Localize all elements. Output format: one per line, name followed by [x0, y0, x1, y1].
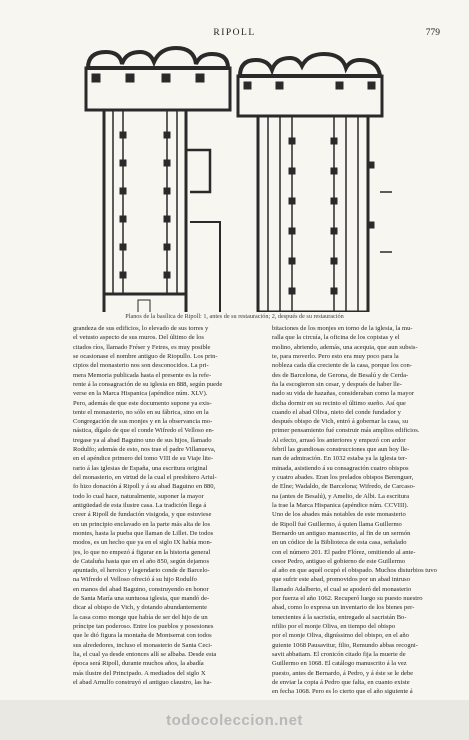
text-line: des de Barcelona, de Gerona, de Besalú y de Cerda-	[272, 371, 409, 379]
text-line: en un códice de la Biblioteca de esta casa, señalado	[272, 539, 407, 547]
text-line: apuntado, el heroico y legendario conde de Barcelo-	[73, 567, 210, 575]
text-line: con el número 201. El padre Flórez, omitiendo al ante-	[272, 548, 416, 556]
text-line: te, para moverlo. Pero esto era muy poco para la	[272, 352, 399, 360]
text-column-right	[272, 324, 468, 697]
text-column-left	[73, 324, 269, 687]
text-line: nobleza cada día creciente de la casa, porque los con-	[272, 362, 412, 370]
text-line: dicar al obispo de Vich, y dotando abundantemente	[73, 604, 208, 612]
text-line: de Santa María una suntuosa iglesia, que mandó de-	[73, 595, 210, 603]
text-line: por el monje Oliva, digníssimo del obispo, en el año	[272, 632, 409, 640]
floor-plan-1	[86, 48, 230, 312]
text-line: en fecha 1068. Pero es lo cierto que el año siguiente á	[272, 688, 413, 696]
running-head-title: RIPOLL	[213, 28, 256, 38]
text-line: tenecientes á la sacristía, entregado al sacristán Bo-	[272, 613, 407, 621]
text-line: dicha dormir en su recinto el último sueño. Así que	[272, 399, 406, 407]
text-line: antigüedad de esta ilustre casa. La tradición llega á	[73, 501, 207, 509]
text-line: príncipe tan poderoso. Entre los pueblos y posesiones	[73, 623, 214, 630]
text-line: ña la escogieron sin cesar, y después de haber lle-	[272, 380, 402, 388]
text-line: na Wifredo el Velloso ofreció á su hijo Rodulfo	[73, 576, 197, 584]
text-line: llamado Adalberto, el cual se apoderó del monasterio	[272, 585, 412, 593]
text-line: después obispo de Vich, entró á gobernar la casa, su	[272, 418, 409, 426]
text-line: febril las grandiosas construcciones que aun hoy lle-	[272, 446, 410, 454]
text-line: molino, abriendo, además, una acequia, que aun subsis-	[272, 343, 418, 351]
text-line: fo hizo donación á Ripoll y á su abad Baguino en 880,	[73, 483, 216, 491]
text-line: tregase ya al abad Baguino uno de sus hijos, llamado	[73, 436, 212, 444]
text-line: el vetusto aspecto de sus muros. Del último de los	[73, 334, 204, 342]
text-line: cuando el abad Oliva, nieto del conde fundador y	[272, 408, 401, 416]
text-line: lia, el cual ya desde entonces allí se albaba. Desde esta	[73, 650, 217, 658]
text-line: del monasterio, en virtud de la cual el presbítero Ariul-	[73, 474, 217, 481]
text-line: Bernardo un antiguo manuscrito, al fin de un sermón	[272, 529, 411, 537]
text-line: rario á las iglesias de España, una escritura original	[73, 464, 208, 472]
text-line: nástica, dígalo de que el conde Wifredo el Velloso en-	[73, 427, 214, 435]
text-line: minada, asistiendo á su consagración cuatro obispos	[272, 464, 409, 472]
text-line: citados ríos, llamado Fréser y Fetres, es muy posible	[73, 343, 211, 351]
text-line: na (antes de Besalú), y Amelio, de Albi. La escritura	[272, 492, 410, 500]
text-line: Congregación de sus monjes y en la observancia mo-	[73, 418, 213, 426]
floor-plan-drawings	[0, 42, 469, 312]
text-line: de Elne; Wadaldo, de Barcelona; Wifredo, de Carcaso-	[272, 483, 416, 491]
text-line: el abad Arnulfo construyó el antiguo claustro, las ha-	[73, 678, 212, 686]
text-line: la trae la Marca Hispanica (apéndice núm. CCVIII).	[272, 501, 409, 509]
text-line: época será Ripoll, durante muchos años, la abadía	[73, 660, 204, 668]
text-line: cipios del monasterio nos son desconocidos. La pri-	[73, 362, 209, 370]
text-line: nan de admiración. En 1032 estaba ya la iglesia ter-	[272, 455, 408, 463]
text-line: de enviar la copia á Pedro que falta, en cuanto existe	[272, 678, 410, 686]
text-line: tente el monasterio, no sólo en su fábrica, sino en la	[73, 408, 209, 416]
text-line: y cuatro abades. Eran los prelados obispos Berenguer,	[272, 474, 414, 481]
page-number: 779	[425, 28, 440, 38]
text-line: en el apéndice primero del tomo VIII de su Viaje lite-	[73, 455, 214, 463]
text-line: cesor Pedro, antiguo el gobierno de este Guillermo	[272, 557, 406, 565]
text-line: nfilio por el monje Oliva, en tiempo del obispo	[272, 623, 396, 630]
text-line: nado su vida de hazañas, consideraban como la mayor	[272, 390, 414, 398]
text-line: primer pensamiento fué construir más amplios edificios.	[272, 427, 420, 435]
text-line: Guillermo en 1068. El catálogo manuscrito á la vez	[272, 660, 407, 668]
text-line: se ocasionase el nombre antiguo de Riopullo. Los prin-	[73, 352, 218, 360]
text-line: Al efecto, arrasó los anteriores y empezó con ardor	[272, 436, 406, 444]
running-head	[0, 28, 469, 40]
basilica-plans-figure	[0, 42, 469, 312]
text-line: modos, es un hecho que ya en el siglo IX había mon-	[73, 539, 212, 547]
text-line: guiente 1068 Pausavitur, filio, Remundo abbas recogni-	[272, 641, 418, 649]
text-line: que le dió figura la montaña de Montserrat con todos	[73, 632, 212, 640]
text-line: que sufrir este abad, promovidos por un abad intruso	[272, 576, 410, 584]
text-line: por fuerza el año 1062. Recuperó luego su puesto nuestro	[272, 595, 423, 603]
text-line: en un principio enclavado en la parte más alta de los	[73, 520, 211, 528]
text-line: más ilustre del Principado. A mediados del siglo X	[73, 669, 206, 677]
text-line: jes, lo que no empezó á figurar en la historia general	[73, 548, 211, 556]
text-line: en manos del abad Baguino, construyendo en honor	[73, 585, 209, 593]
text-line: al año en que aquél ocupó el obispado. Muchos disturbios tuvo	[272, 567, 437, 575]
text-line: Uno de los abades más notables de este monasterio	[272, 511, 406, 519]
watermark-banner	[0, 700, 469, 740]
text-line: puesto, antes de Bernardo, á Pedro, y á éste se le debe	[272, 669, 414, 677]
text-line: mera Memoria publicada hasta el presente es la refe-	[73, 371, 212, 379]
text-line: abad, como lo expresa un inventario de los bienes per-	[272, 604, 415, 612]
text-line: bitaciones de los monjes en torno de la iglesia, la mu-	[272, 325, 413, 332]
floor-plan-2	[238, 54, 392, 312]
text-line: creer á Ripoll de fundación visigoda, y que estuviese	[73, 511, 212, 519]
text-line: savit abbatiam. El cronicón citado fija la muerte de	[272, 650, 406, 658]
text-line: sus alrededores, incluso el monasterio de Santa Ceci-	[73, 641, 213, 649]
watermark-text: todocoleccion.net	[166, 712, 303, 729]
text-line: todo lo cual hace, naturalmente, suponer la mayor	[73, 492, 204, 500]
text-line: de Ripoll fué Guillermo, á quien llama Guillermo	[272, 520, 402, 528]
text-line: la casa como monge que había de ser del hijo de un	[73, 613, 208, 621]
text-line: Pero, además de que este documento supone ya exis-	[73, 399, 212, 407]
text-line: verse en la Marca Hispanica (apéndice núm. XLV).	[73, 390, 208, 398]
text-line: Rodulfo; además de esto, nos trae el padre Villanueva,	[73, 446, 216, 454]
text-line: ralla que la circuía, la oficina de los copistas y el	[272, 334, 400, 342]
text-line: montes, hasta la pueba que llaman de Lillet. De todos	[73, 529, 214, 537]
text-line: rente á la consagración de su iglesia en 888, según puede	[73, 380, 223, 388]
text-line: grandeza de sus edificios, lo elevado de sus torres y	[73, 325, 209, 332]
text-line: de Cataluña hasta que en el año 850, según dejamos	[73, 557, 209, 565]
figure-caption: Planos de la basílica de Ripoll: 1, antes de su restauración; 2, después de su restauración	[125, 313, 344, 320]
